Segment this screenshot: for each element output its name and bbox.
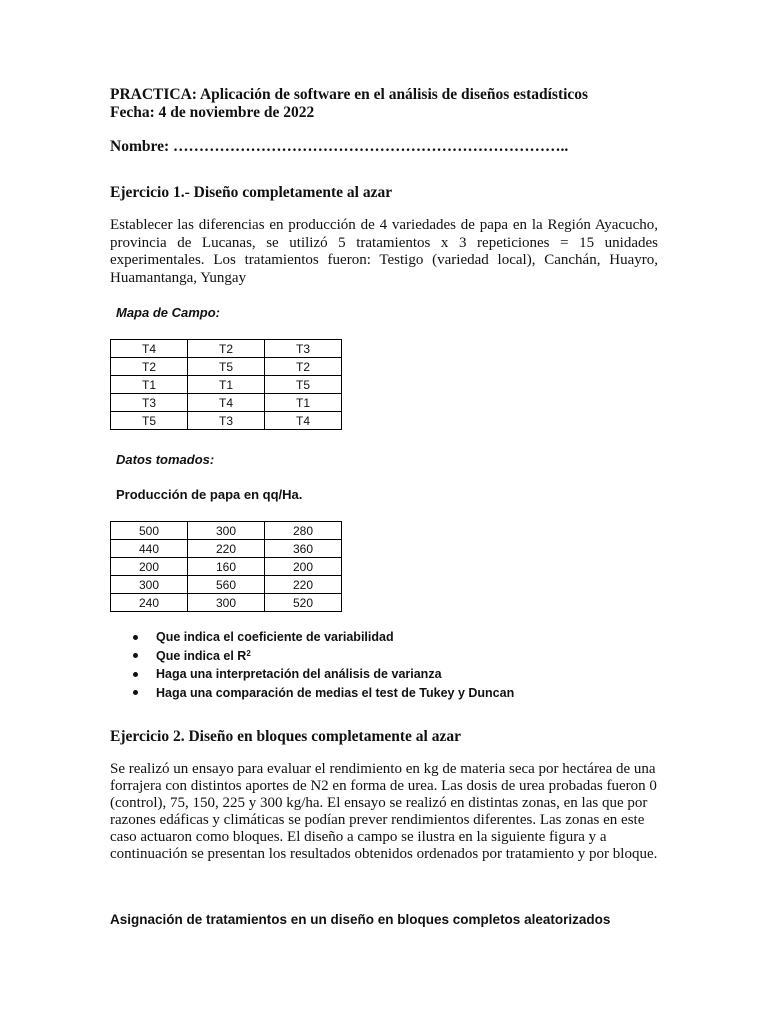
produccion-table	[110, 521, 342, 612]
list-item	[112, 628, 514, 647]
table-cell: T5	[265, 376, 342, 394]
bullet-icon	[133, 653, 138, 658]
ejercicio2-title: Ejercicio 2. Diseño en bloques completamente al azar	[110, 728, 461, 745]
table-row	[111, 594, 342, 612]
table-cell: T1	[188, 376, 265, 394]
table-cell: 240	[111, 594, 188, 612]
table-cell: T3	[111, 394, 188, 412]
table-cell: T5	[188, 358, 265, 376]
table-row	[111, 412, 342, 430]
list-item	[112, 684, 514, 703]
table-row	[111, 358, 342, 376]
table-cell: 440	[111, 540, 188, 558]
table-row	[111, 576, 342, 594]
nombre-line: Nombre: …………………………………………………………………..	[110, 138, 569, 155]
pregunta-text: Que indica el coeficiente de variabilidad	[156, 630, 394, 644]
table-row	[111, 522, 342, 540]
table-cell: T4	[188, 394, 265, 412]
table-cell: T2	[188, 340, 265, 358]
bullet-icon	[133, 690, 138, 695]
table-cell: 220	[265, 576, 342, 594]
table-cell: 500	[111, 522, 188, 540]
table-cell: 300	[111, 576, 188, 594]
ejercicio1-paragraph: Establecer las diferencias en producción de 4 variedades de papa en la Región Ayacucho, provincia de Lucanas, se utilizó 5 tratamientos x 3 repeticiones = 15 unidades experimentales. Los tratamientos fueron: Testigo (variedad local), Canchán, Huayro, Huamantanga, Yungay	[110, 217, 658, 286]
produccion-label: Producción de papa en qq/Ha.	[116, 487, 303, 502]
datos-label: Datos tomados:	[116, 452, 215, 467]
ejercicio2-paragraph: Se realizó un ensayo para evaluar el rendimiento en kg de materia seca por hectárea de una forrajera con distintos aportes de N2 en forma de urea. Las dosis de urea probadas fueron 0 (control), 75, 150, 225 y 300 kg/ha. El ensayo se realizó en distintas zonas, en las que por razones edáficas y climáticas se podían prever rendimientos diferentes. Las zonas en este caso actuaron como bloques. El diseño a campo se ilustra en la siguiente figura y a continuación se presentan los resultados obtenidos ordenados por tratamiento y por bloque.	[110, 761, 658, 862]
list-item	[112, 665, 514, 684]
table-cell: 300	[188, 522, 265, 540]
table-row	[111, 376, 342, 394]
list-item	[112, 647, 514, 666]
table-cell: 160	[188, 558, 265, 576]
pregunta-text: Haga una interpretación del análisis de varianza	[156, 667, 442, 681]
bullet-icon	[133, 635, 138, 640]
table-cell: T2	[111, 358, 188, 376]
table-cell: T5	[111, 412, 188, 430]
table-cell: T2	[265, 358, 342, 376]
table-cell: 560	[188, 576, 265, 594]
table-cell: 220	[188, 540, 265, 558]
table-cell: T1	[265, 394, 342, 412]
table-row	[111, 558, 342, 576]
pregunta-text: Haga una comparación de medias el test de Tukey y Duncan	[156, 685, 515, 700]
table-row	[111, 540, 342, 558]
table-cell: 200	[265, 558, 342, 576]
bullet-icon	[133, 672, 138, 677]
table-row	[111, 340, 342, 358]
superscript: 2	[246, 648, 251, 658]
preguntas-list	[112, 628, 514, 702]
pregunta-text: Que indica el R	[156, 648, 247, 663]
table-cell: 200	[111, 558, 188, 576]
asignacion-label: Asignación de tratamientos en un diseño en bloques completos aleatorizados	[110, 912, 611, 927]
table-cell: T4	[265, 412, 342, 430]
table-cell: T3	[265, 340, 342, 358]
table-cell: 520	[265, 594, 342, 612]
table-cell: T4	[111, 340, 188, 358]
fecha-line: Fecha: 4 de noviembre de 2022	[110, 104, 315, 121]
table-row	[111, 394, 342, 412]
mapa-label: Mapa de Campo:	[116, 305, 221, 320]
table-cell: T3	[188, 412, 265, 430]
table-cell: 280	[265, 522, 342, 540]
mapa-campo-table	[110, 339, 342, 430]
table-cell: 360	[265, 540, 342, 558]
table-cell: 300	[188, 594, 265, 612]
practica-title: PRACTICA: Aplicación de software en el análisis de diseños estadísticos	[110, 86, 589, 103]
ejercicio1-title: Ejercicio 1.- Diseño completamente al azar	[110, 184, 393, 201]
table-cell: T1	[111, 376, 188, 394]
